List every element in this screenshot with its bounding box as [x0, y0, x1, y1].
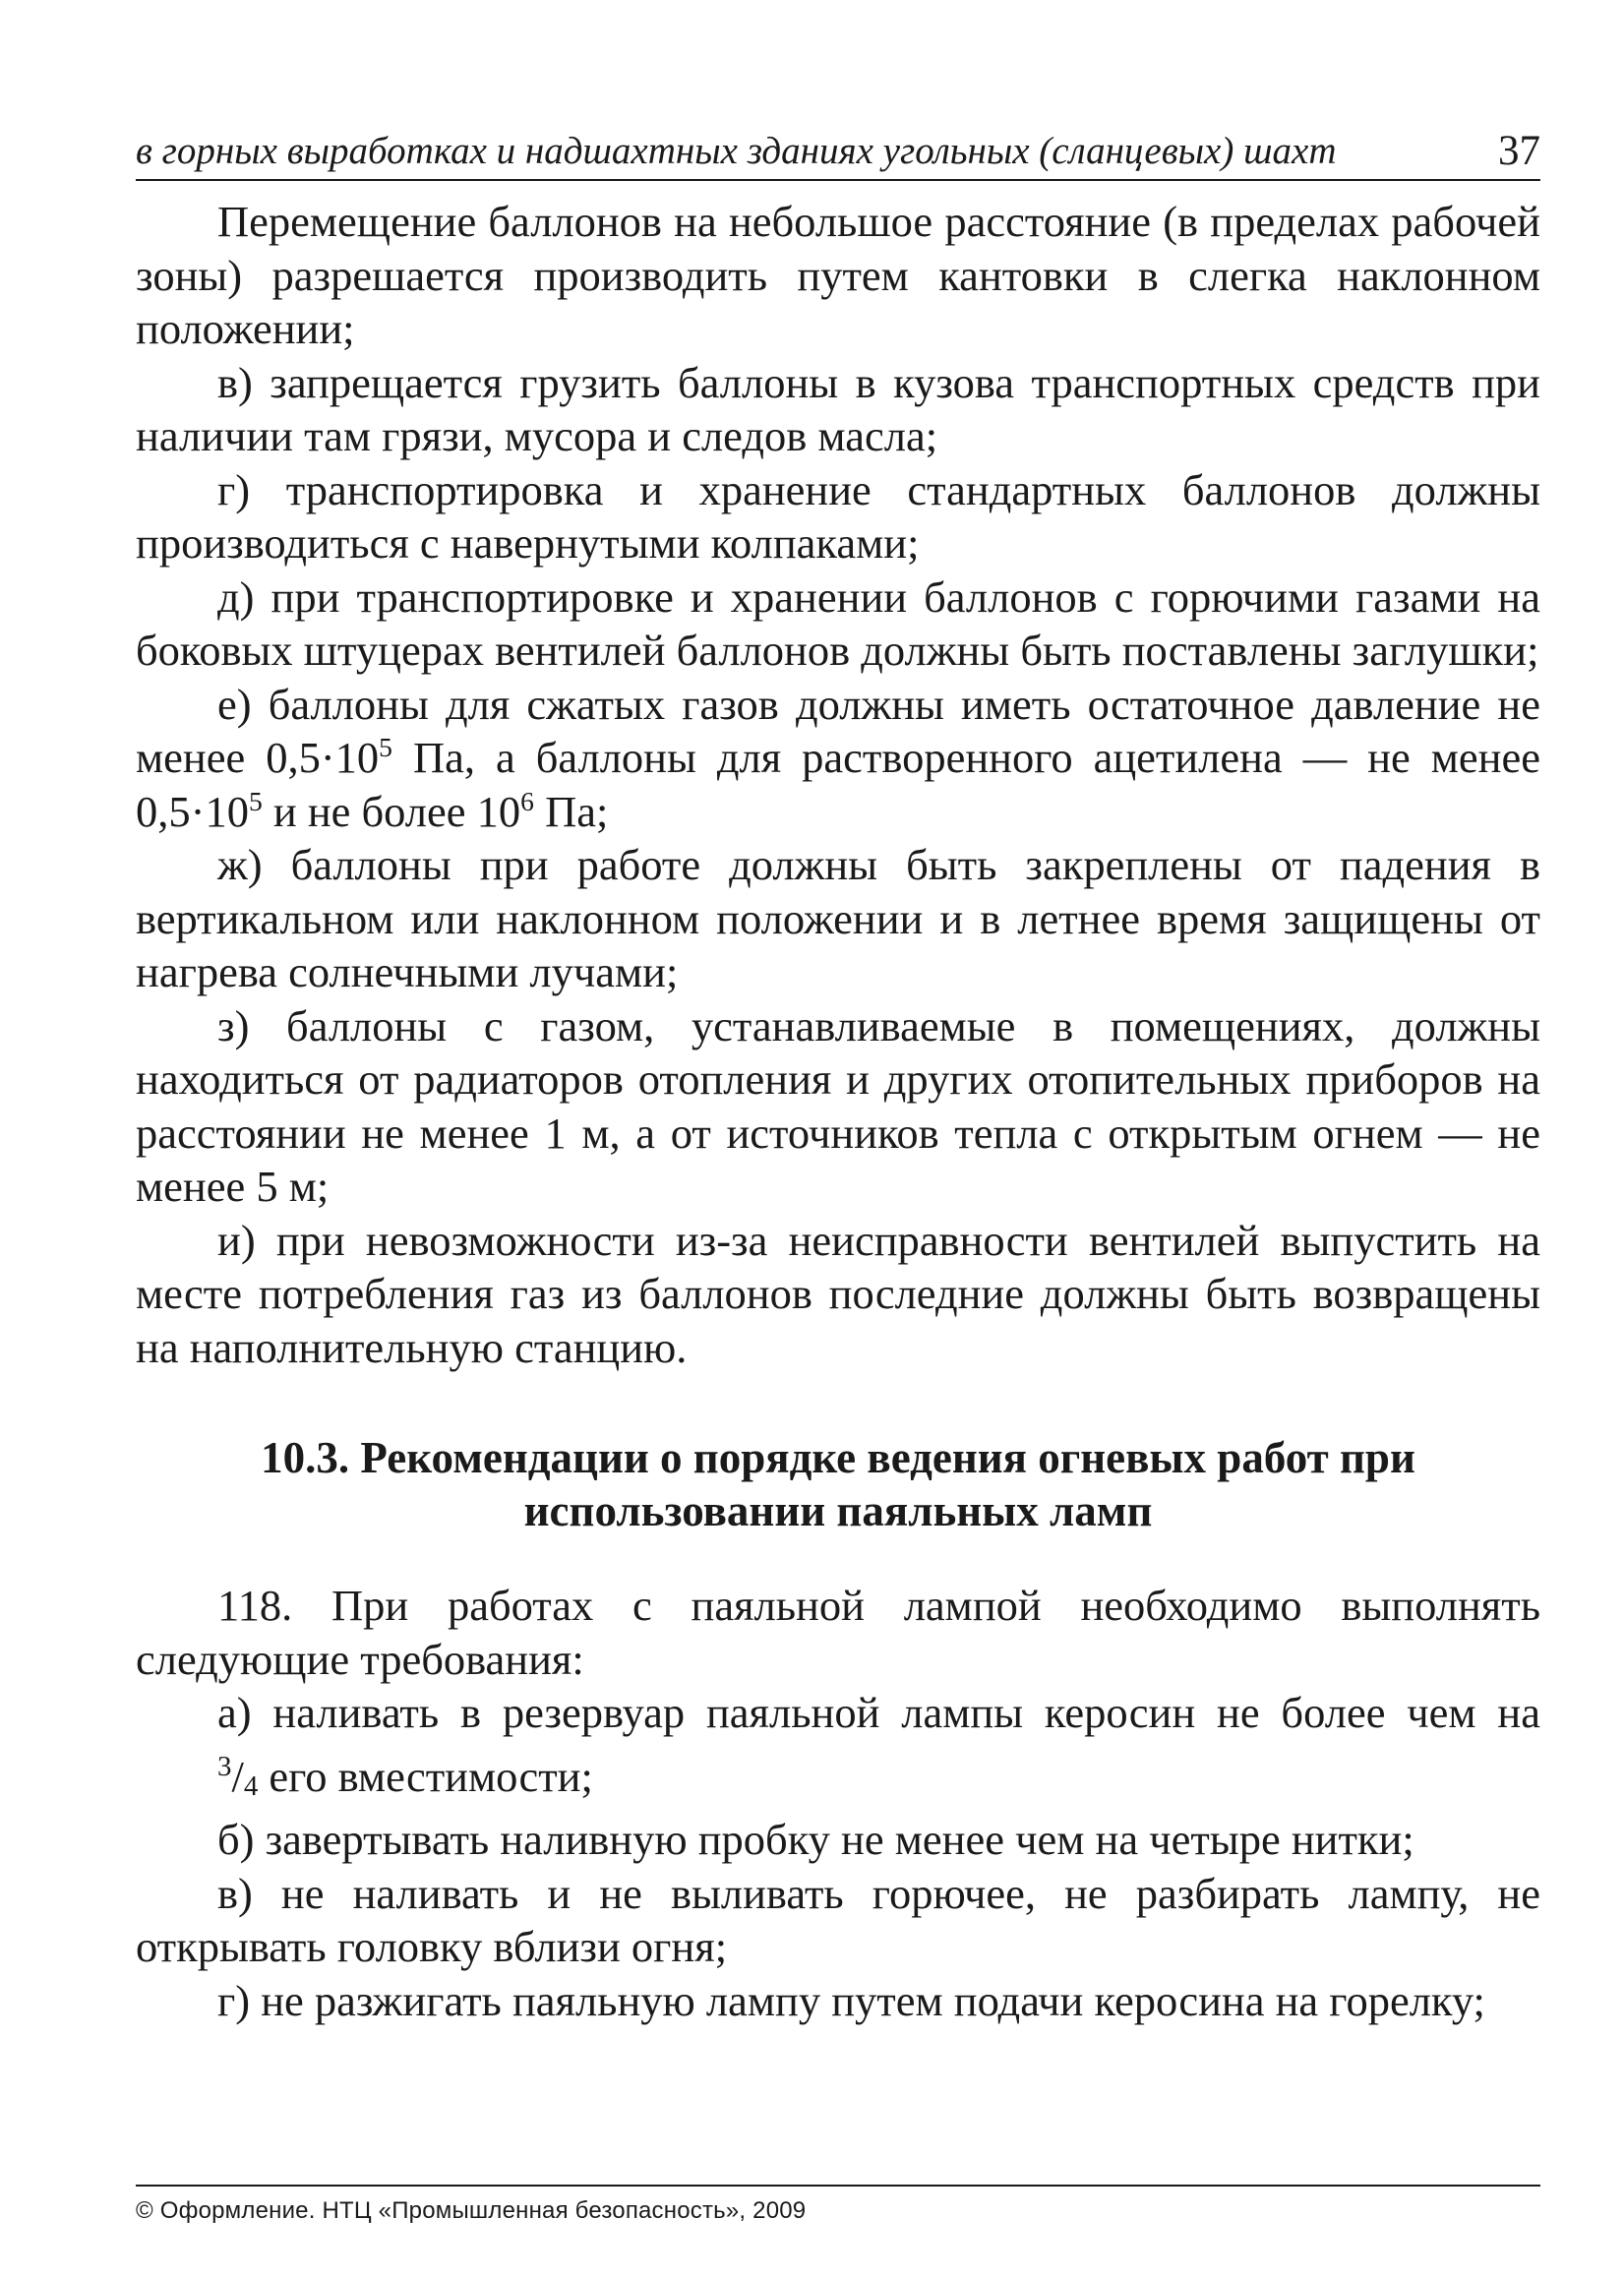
fraction: [136, 1740, 258, 1814]
text-run: а) наливать в резервуар паяльной лампы керосин не более чем на: [217, 1688, 1540, 1737]
list-item-b: б) завертывать наливную пробку не менее чем на четыре нитки;: [217, 1815, 1414, 1865]
section-heading-line: использовании паяльных ламп: [523, 1486, 1153, 1535]
section-heading-line: 10.3. Рекомендации о порядке ведения огневых работ при: [261, 1433, 1415, 1482]
text-run: е) баллоны для сжатых газов должны иметь остаточное давление не менее 0,5·10: [136, 679, 1540, 782]
superscript: 5: [248, 785, 263, 816]
footer-copyright: © Оформление. НТЦ «Промышленная безопасность», 2009: [136, 2197, 807, 2224]
paragraph-moving-cylinders: Перемещение баллонов на небольшое расстояние (в пределах рабочей зоны) разрешается производить путем кантовки в слегка наклонном положении;: [136, 197, 1540, 353]
fraction-numerator: 3: [217, 1750, 232, 1782]
list-item-d: д) при транспортировке и хранении баллонов с горючими газами на боковых штуцерах вентилей баллонов должны быть поставлены заглушки;: [136, 571, 1540, 675]
list-item-zh: ж) баллоны при работе должны быть закреплены от падения в вертикальном или наклонном положении и в летнее время защищены от нагрева солнечными лучами;: [136, 840, 1540, 996]
list-item-a: [136, 1686, 1540, 1813]
list-item-z: з) баллоны с газом, устанавливаемые в помещениях, должны находиться от радиаторов отопления и других отопительных приборов на расстоянии не менее 1 м, а от источников тепла с открытым огнем — не менее 5 м;: [136, 1000, 1540, 1211]
text-run: его вместимости;: [258, 1751, 593, 1801]
fraction-slash: /: [231, 1751, 244, 1801]
fraction-denominator: 4: [243, 1769, 259, 1802]
page-number: 37: [1498, 128, 1540, 174]
running-header: [136, 126, 1540, 177]
list-item-v2: в) не наливать и не выливать горючее, не разбирать лампу, не открывать головку вблизи огня;: [136, 1868, 1540, 1972]
section-heading: [136, 1431, 1540, 1537]
text-run: Па;: [533, 786, 609, 836]
superscript: 5: [379, 732, 392, 763]
text-run: Па, а баллоны для растворенного ацетилена — не менее 0,5·10: [136, 733, 1540, 836]
list-item-i: и) при невозможности из-за неисправности вентилей выпустить на месте потребления газ из баллонов последние должны быть возвращены на наполнительную станцию.: [136, 1215, 1540, 1372]
footer-rule: [136, 2185, 1540, 2187]
superscript: 6: [520, 785, 534, 816]
page-content: [136, 195, 1540, 2027]
list-item-g: г) транспортировка и хранение стандартных баллонов должны производиться с навернутыми колпаками;: [136, 464, 1540, 568]
paragraph-118: 118. При работах с паяльной лампой необходимо выполнять следующие требования:: [136, 1581, 1540, 1684]
header-rule: [136, 179, 1540, 181]
list-item-v: в) запрещается грузить баллоны в кузова транспортных средств при наличии там грязи, мусора и следов масла;: [136, 357, 1540, 460]
text-run: и не более 10: [262, 786, 521, 836]
list-item-e: [136, 678, 1540, 839]
running-title: в горных выработках и надшахтных зданиях угольных (сланцевых) шахт: [136, 130, 1337, 172]
list-item-g2: г) не разжигать паяльную лампу путем подачи керосина на горелку;: [217, 1975, 1485, 2025]
